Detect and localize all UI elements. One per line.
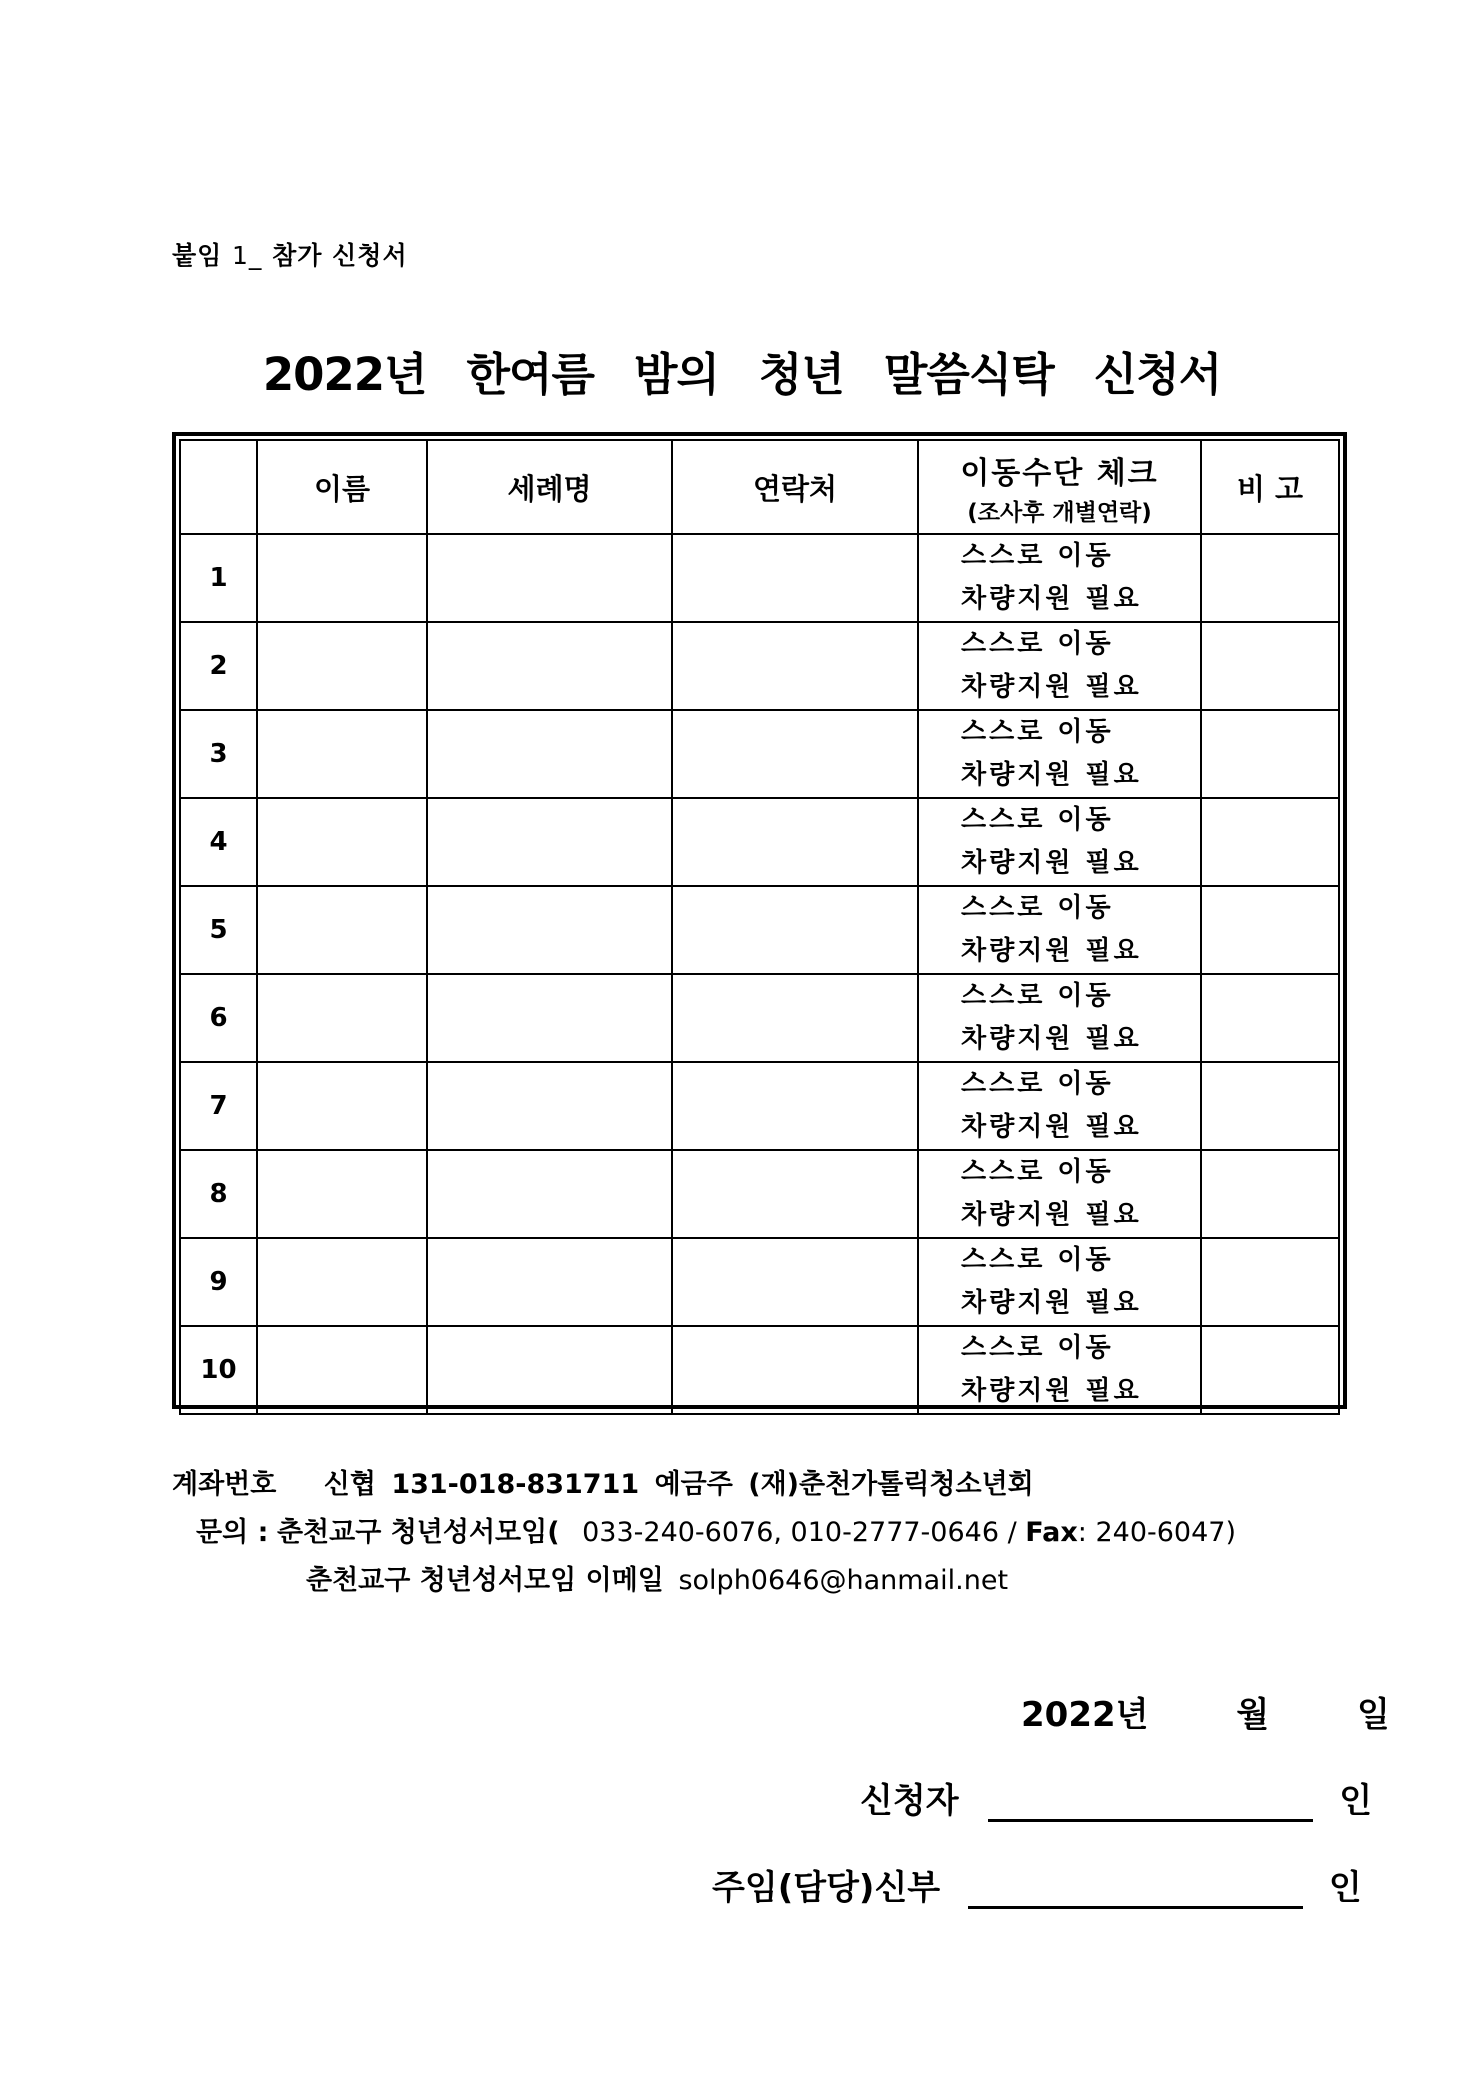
table-row [180, 974, 1339, 1062]
row-number: 1 [180, 534, 257, 622]
transport-option-self[interactable]: 스스로 이동 [961, 1157, 1114, 1187]
transport-option-self[interactable]: 스스로 이동 [961, 629, 1114, 659]
remarks-cell[interactable] [1201, 1238, 1339, 1326]
transport-option-vehicle[interactable]: 차량지원 필요 [961, 1200, 1142, 1230]
page-title [0, 338, 1484, 403]
row-number: 7 [180, 1062, 257, 1150]
row-number: 9 [180, 1238, 257, 1326]
inquiry-info [196, 1510, 1236, 1549]
baptismal-name-cell[interactable] [427, 534, 672, 622]
remarks-cell[interactable] [1201, 534, 1339, 622]
title-word: 말씀식탁 [883, 348, 1054, 401]
row-number: 6 [180, 974, 257, 1062]
baptismal-name-cell[interactable] [427, 1326, 672, 1414]
table-row [180, 622, 1339, 710]
table-row [180, 1062, 1339, 1150]
remarks-cell[interactable] [1201, 1062, 1339, 1150]
applicant-signature [860, 1773, 1372, 1822]
row-number: 5 [180, 886, 257, 974]
name-cell[interactable] [257, 622, 427, 710]
account-number: 131-018-831711 [391, 1469, 640, 1500]
transport-cell[interactable] [918, 1326, 1201, 1414]
transport-option-vehicle[interactable]: 차량지원 필요 [961, 936, 1142, 966]
transport-option-self[interactable]: 스스로 이동 [961, 805, 1114, 835]
attachment-label [172, 236, 408, 272]
contact-cell[interactable] [672, 622, 918, 710]
transport-option-self[interactable]: 스스로 이동 [961, 893, 1114, 923]
header-remarks: 비 고 [1201, 440, 1339, 534]
email-org: 춘천교구 청년성서모임 이메일 [306, 1565, 664, 1596]
applicant-seal: 인 [1339, 1781, 1373, 1821]
remarks-cell[interactable] [1201, 798, 1339, 886]
contact-cell[interactable] [672, 886, 918, 974]
header-name: 이름 [257, 440, 427, 534]
transport-cell[interactable] [918, 1062, 1201, 1150]
row-number: 8 [180, 1150, 257, 1238]
pastor-label: 주임(담당)신부 [712, 1868, 941, 1908]
transport-cell[interactable] [918, 798, 1201, 886]
row-number: 10 [180, 1326, 257, 1414]
account-label: 계좌번호 [172, 1469, 277, 1500]
name-cell[interactable] [257, 1238, 427, 1326]
transport-option-vehicle[interactable]: 차량지원 필요 [961, 848, 1142, 878]
name-cell[interactable] [257, 1150, 427, 1238]
table-row [180, 1238, 1339, 1326]
transport-option-vehicle[interactable]: 차량지원 필요 [961, 1288, 1142, 1318]
transport-cell[interactable] [918, 710, 1201, 798]
email-address: solph0646@hanmail.net [678, 1565, 1009, 1596]
transport-option-self[interactable]: 스스로 이동 [961, 541, 1114, 571]
header-transport-note: (조사후 개별연락) [967, 499, 1152, 526]
header-contact: 연락처 [672, 440, 918, 534]
contact-cell[interactable] [672, 710, 918, 798]
remarks-cell[interactable] [1201, 974, 1339, 1062]
fax-number: : 240-6047) [1077, 1517, 1236, 1548]
baptismal-name-cell[interactable] [427, 1062, 672, 1150]
baptismal-name-cell[interactable] [427, 622, 672, 710]
table-row [180, 1326, 1339, 1414]
remarks-cell[interactable] [1201, 710, 1339, 798]
inquiry-org: 춘천교구 청년성서모임( [276, 1517, 560, 1548]
title-word: 밤의 [633, 348, 719, 401]
row-number: 2 [180, 622, 257, 710]
transport-option-vehicle[interactable]: 차량지원 필요 [961, 584, 1142, 614]
header-transport-label: 이동수단 체크 [960, 455, 1159, 491]
baptismal-name-cell[interactable] [427, 710, 672, 798]
remarks-cell[interactable] [1201, 1150, 1339, 1238]
date-line [1021, 1687, 1390, 1736]
fax-label: Fax [1025, 1517, 1078, 1548]
contact-cell[interactable] [672, 1238, 918, 1326]
name-cell[interactable] [257, 1062, 427, 1150]
name-cell[interactable] [257, 886, 427, 974]
baptismal-name-cell[interactable] [427, 886, 672, 974]
contact-cell[interactable] [672, 1150, 918, 1238]
title-word: 한여름 [466, 348, 594, 401]
pastor-signature-line[interactable] [968, 1876, 1303, 1909]
application-table [172, 432, 1347, 1409]
transport-option-vehicle[interactable]: 차량지원 필요 [961, 760, 1142, 790]
contact-cell[interactable] [672, 798, 918, 886]
transport-option-vehicle[interactable]: 차량지원 필요 [961, 1024, 1142, 1054]
transport-option-self[interactable]: 스스로 이동 [961, 717, 1114, 747]
account-info [172, 1462, 1034, 1501]
contact-cell[interactable] [672, 1326, 918, 1414]
baptismal-name-cell[interactable] [427, 1150, 672, 1238]
applicant-signature-line[interactable] [988, 1789, 1313, 1822]
row-number: 3 [180, 710, 257, 798]
date-month: 월 [1236, 1695, 1270, 1735]
baptismal-name-cell[interactable] [427, 1238, 672, 1326]
attachment-prefix: 붙임 [172, 241, 223, 270]
account-bank: 신협 [323, 1469, 376, 1500]
table-row [180, 798, 1339, 886]
transport-cell[interactable] [918, 622, 1201, 710]
table-row [180, 534, 1339, 622]
row-number: 4 [180, 798, 257, 886]
transport-option-self[interactable]: 스스로 이동 [961, 981, 1114, 1011]
table-row [180, 710, 1339, 798]
transport-cell[interactable] [918, 886, 1201, 974]
table-header-row [180, 440, 1339, 534]
transport-option-vehicle[interactable]: 차량지원 필요 [961, 1376, 1142, 1406]
name-cell[interactable] [257, 1326, 427, 1414]
depositor-label: 예금주 [654, 1469, 733, 1500]
title-year: 2022년 [262, 348, 427, 401]
transport-option-self[interactable]: 스스로 이동 [961, 1069, 1114, 1099]
pastor-signature [712, 1860, 1362, 1909]
remarks-cell[interactable] [1201, 622, 1339, 710]
email-info [306, 1558, 1008, 1597]
attachment-text: 참가 신청서 [272, 241, 408, 270]
baptismal-name-cell[interactable] [427, 798, 672, 886]
remarks-cell[interactable] [1201, 1326, 1339, 1414]
table-row [180, 886, 1339, 974]
applicant-label: 신청자 [860, 1781, 959, 1821]
name-cell[interactable] [257, 798, 427, 886]
contact-cell[interactable] [672, 974, 918, 1062]
transport-option-vehicle[interactable]: 차량지원 필요 [961, 1112, 1142, 1142]
transport-cell[interactable] [918, 974, 1201, 1062]
date-year: 2022년 [1021, 1695, 1149, 1735]
transport-option-self[interactable]: 스스로 이동 [961, 1333, 1114, 1363]
header-no [180, 440, 257, 534]
name-cell[interactable] [257, 534, 427, 622]
transport-option-self[interactable]: 스스로 이동 [961, 1245, 1114, 1275]
baptismal-name-cell[interactable] [427, 974, 672, 1062]
pastor-seal: 인 [1328, 1868, 1362, 1908]
transport-cell[interactable] [918, 1238, 1201, 1326]
header-transport [918, 440, 1201, 534]
table-row [180, 1150, 1339, 1238]
attachment-number: 1_ [232, 241, 263, 270]
date-day: 일 [1357, 1695, 1390, 1735]
contact-cell[interactable] [672, 1062, 918, 1150]
title-word: 청년 [758, 348, 844, 401]
title-word: 신청서 [1093, 348, 1222, 401]
transport-option-vehicle[interactable]: 차량지원 필요 [961, 672, 1142, 702]
inquiry-label: 문의 : [196, 1517, 269, 1548]
contact-cell[interactable] [672, 534, 918, 622]
transport-cell[interactable] [918, 534, 1201, 622]
inquiry-phones: 033-240-6076, 010-2777-0646 / [582, 1517, 1017, 1548]
header-baptismal-name: 세례명 [427, 440, 672, 534]
depositor-name: (재)춘천가톨릭청소년회 [748, 1469, 1034, 1500]
remarks-cell[interactable] [1201, 886, 1339, 974]
name-cell[interactable] [257, 710, 427, 798]
transport-cell[interactable] [918, 1150, 1201, 1238]
name-cell[interactable] [257, 974, 427, 1062]
